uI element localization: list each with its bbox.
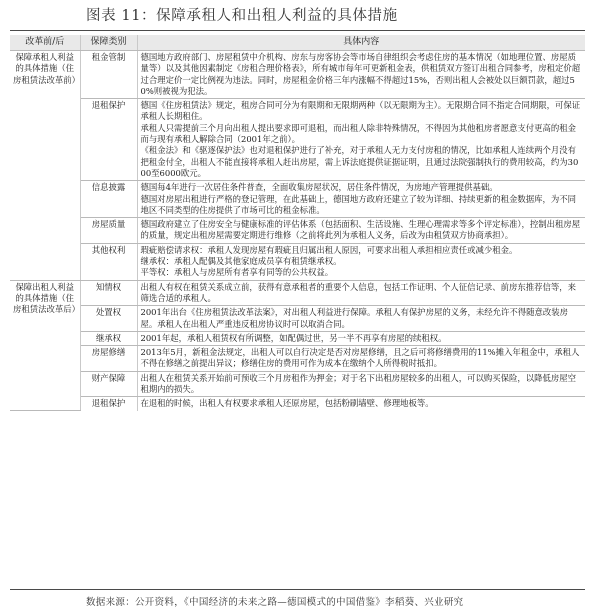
measure-content bbox=[137, 331, 585, 345]
bottom-rule bbox=[10, 589, 585, 590]
content-paragraph: 2001年起，承租人租赁权有所调整，如配偶过世，另一半不再享有房屋的续租权。 bbox=[140, 332, 447, 343]
table-row bbox=[10, 371, 585, 397]
protection-type: 知情权 bbox=[80, 280, 137, 306]
table-row bbox=[10, 99, 585, 181]
content-paragraph: 德国《住房租赁法》规定，租房合同可分为有限期和无限期两种（以无限期为主）。无限期合同不指定合同期限，可保证承租人长期租住。 bbox=[140, 100, 581, 122]
content-paragraph: 2013年5月，新租金法规定，出租人可以自行决定是否对房屋修缮，且之后可将修缮费用的11%摊入年租金中，承租人不得在修缮之前提出异议；修缮住房的费用可作为成本在缴纳个人所得税时抵扣。 bbox=[140, 347, 580, 369]
measure-content bbox=[137, 397, 585, 411]
protection-type: 处置权 bbox=[80, 306, 137, 332]
measure-content bbox=[137, 371, 585, 397]
content-paragraph: 德国政府建立了住房安全与健康标准的评估体系（包括面积、生活设施、生理心理需求等多个评定标准），控制出租房屋的质量，规定出租房屋需要定期进行维修（之前将此列为承租人义务，后改为由租赁双方协商承担）。 bbox=[140, 219, 581, 241]
protection-type: 信息披露 bbox=[80, 181, 137, 218]
measures-table bbox=[10, 35, 585, 411]
content-paragraph: 德国地方政府部门、房屋租赁中介机构、房东与房客协会等市场自律组织会考虑住房的基本情况（如地理位置、房屋质量等）以及其他因素制定《房租合理价格表》，所有城市每年可更新租金表，供租赁双方签订出租合同参考，房租定价超过合理定价一定比例视为违法。同时，房屋租金价格三年内涨幅不得超过15%，否则出租人会被处以巨额罚款，超过50%则被视为犯法。 bbox=[140, 52, 581, 96]
content-paragraph: 德国每4年进行一次居住条件普查，全面收集房屋状况，居住条件情况，为房地产管理提供基础。 bbox=[140, 182, 498, 193]
table-row bbox=[10, 346, 585, 372]
figure-title: 图表 11：保障承租人和出租人利益的具体措施 bbox=[86, 8, 398, 24]
measure-content bbox=[137, 306, 585, 332]
protection-type: 退租保护 bbox=[80, 397, 137, 411]
protection-type: 其他权利 bbox=[80, 243, 137, 280]
header-reform: 改革前/后 bbox=[10, 35, 80, 51]
measure-content bbox=[137, 346, 585, 372]
content-paragraph: 承租人只需提前三个月向出租人提出要求即可退租，而出租人除非特殊情况，不得因为其他租房者愿意支付更高的租金而与现有承租人解除合同（2001年之前）。 bbox=[140, 122, 576, 145]
protection-type: 财产保障 bbox=[80, 371, 137, 397]
content-paragraph: 德国对房屋出租进行严格的登记管理，在此基础上，德国地方政府还建立了较为详细、持续更新的租金数据库，为不同地区不同类型的住房提供了市场可比的租金标准。 bbox=[140, 193, 576, 215]
table-row bbox=[10, 181, 585, 218]
protection-type: 继承权 bbox=[80, 331, 137, 345]
header-content: 具体内容 bbox=[137, 35, 585, 51]
protection-type: 房屋修缮 bbox=[80, 346, 137, 372]
measure-content bbox=[137, 99, 585, 181]
reform-category: 保障承租人利益的具体措施（住房租赁法改革前） bbox=[10, 51, 80, 281]
content-paragraph: 《租金法》和《驱逐保护法》也对退租保护进行了补充，对于承租人无力支付房租的情况，比如承租人连续两个月没有把租金付全，出租人不能直接将承租人赶出房屋，需上诉法庭提供证据证明，且通过法院强制执行的费用较高，约为3000至6000欧元。 bbox=[140, 145, 579, 178]
content-paragraph: 出租人在租赁关系开始前可预收三个月房租作为押金；对于名下出租房屋较多的出租人，可以购买保险，以降低房屋空租期内的损失。 bbox=[140, 372, 576, 395]
content-paragraph: 平等权：承租人与房屋所有者享有同等的公共权益。 bbox=[140, 267, 334, 278]
table-header-row bbox=[10, 35, 585, 51]
protection-type: 房屋质量 bbox=[80, 218, 137, 244]
content-paragraph: 2001年出台《住房租赁法改革法案》，对出租人利益进行保障。承租人有保护房屋的义务，未经允许不得随意改装房屋。承租人在出租人严重违反租房协议时可以取消合同。 bbox=[140, 307, 568, 329]
measure-content bbox=[137, 181, 585, 218]
table-row bbox=[10, 51, 585, 99]
table-row bbox=[10, 280, 585, 306]
table-row bbox=[10, 218, 585, 244]
table-row bbox=[10, 306, 585, 332]
content-paragraph: 出租人有权在租赁关系成立前，获得有意承租者的重要个人信息，包括工作证明、个人征信记录、前房东推荐信等，来筛选合适的承租人。 bbox=[140, 281, 576, 303]
content-paragraph: 继承权：承租人配偶及其他家庭成员享有租赁继承权。 bbox=[140, 256, 342, 267]
source-note: 数据来源：公开资料，《中国经济的未来之路—德国模式的中国借鉴》李稻葵、兴业研究 bbox=[86, 597, 464, 608]
measure-content bbox=[137, 280, 585, 306]
header-category: 保障类别 bbox=[80, 35, 137, 51]
content-paragraph: 在退租的时候，出租人有权要求承租人还原房屋，包括粉刷墙壁、修理地板等。 bbox=[140, 398, 434, 409]
table-row bbox=[10, 243, 585, 280]
content-paragraph: 瑕疵赔偿请求权：承租人发现房屋有瑕疵且归属出租人原因，可要求出租人承担相应责任或减少租金。 bbox=[140, 244, 518, 255]
table-row bbox=[10, 331, 585, 345]
protection-type: 租金管制 bbox=[80, 51, 137, 99]
top-rule bbox=[10, 30, 585, 31]
measure-content bbox=[137, 218, 585, 244]
table-row bbox=[10, 397, 585, 411]
reform-category: 保障出租人利益的具体措施（住房租赁法改革后） bbox=[10, 280, 80, 410]
measure-content bbox=[137, 243, 585, 280]
protection-type: 退租保护 bbox=[80, 99, 137, 181]
measure-content bbox=[137, 51, 585, 99]
